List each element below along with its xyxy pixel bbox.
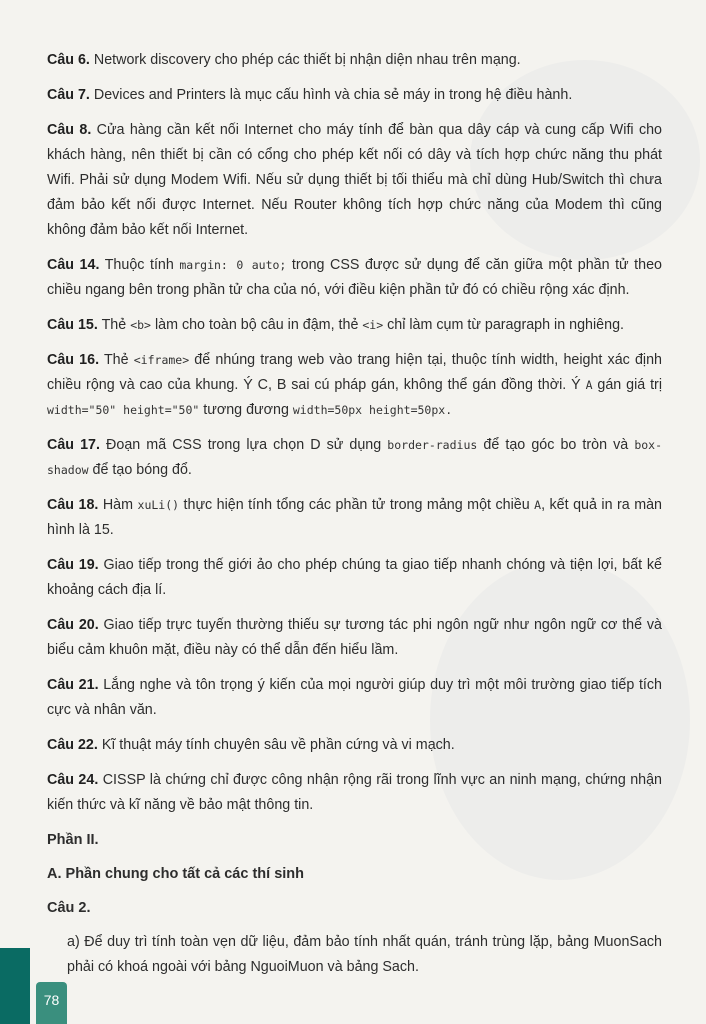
inline-code: A [585,378,593,392]
question-label: Câu 15. [47,317,98,333]
page-number: 78 [43,992,60,1008]
question-label: Câu 8. [47,122,92,138]
answer-cau19 [47,553,662,603]
question-label: Câu 21. [47,677,99,693]
answer-text: để nhúng trang web vào trang hiện tại, thuộc tính width, height xác định chiều rộng và cao của khung. Ý C, B sai cú pháp gán, không thể gán đồng thời. Ý [47,352,662,393]
answer-cau20 [47,613,662,663]
answer-cau14 [47,253,662,303]
question-label: Câu 17. [47,437,100,453]
question-label: Câu 22. [47,737,98,753]
answer-text: , kết quả in ra màn hình là 15. [47,497,663,538]
answer-text: thực hiện tính tổng các phần tử trong mảng một chiều [179,497,535,513]
inline-code: width=50px height=50px. [292,403,453,417]
answer-text: Thẻ [97,317,131,333]
answer-cau7 [47,83,662,108]
question-label: Câu 18. [47,497,99,513]
answer-text: để tạo bóng đổ. [88,462,192,478]
answer-cau16 [47,348,662,423]
question-label: Câu 24. [47,772,99,788]
inline-code: width="50" height="50" [47,403,200,417]
inline-code: <b> [130,318,151,332]
answer-cau21 [47,673,662,723]
answer-cau6 [47,48,662,73]
answer-cau24 [47,768,662,818]
answer-cau17 [47,433,662,483]
question-label: Câu 6. [47,52,90,68]
answer-text: trong CSS được sử dụng để căn giữa một phần tử theo chiều ngang bên trong phần tử cha của nó, với điều kiện phần tử đó có chiều rộng xác định. [47,257,662,298]
question-label: Câu 14. [47,257,100,273]
inline-code: margin: 0 auto; [179,258,287,272]
answer-text: tương đương [199,402,293,418]
question-label: Câu 20. [47,617,99,633]
question-heading: Câu 2. [47,900,91,916]
footer-accent-strip [0,948,30,1024]
question-label: Câu 7. [47,87,90,103]
inline-code: <i> [362,318,384,332]
answer-text: Devices and Printers là mục cấu hình và chia sẻ máy in trong hệ điều hành. [89,87,573,103]
inline-code: <iframe> [133,353,190,367]
answer-a: a) Để duy trì tính toàn vẹn dữ liệu, đảm bảo tính nhất quán, tránh trùng lặp, bảng MuonSach phải có khoá ngoài với bảng NguoiMuon và bảng Sach. [67,934,662,975]
answer-text: Đoạn mã CSS trong lựa chọn D sử dụng [99,437,388,453]
inline-code: box-shadow [47,438,663,477]
section-heading: A. Phần chung cho tất cả các thí sinh [47,866,305,882]
answer-cau18 [47,493,662,543]
answer-text: làm cho toàn bộ câu in đậm, thẻ [150,317,363,333]
inline-code: xuLi() [137,498,180,512]
part-heading: Phần II. [47,832,99,848]
inline-code: A [534,498,542,512]
answer-text: CISSP là chứng chỉ được công nhận rộng rãi trong lĩnh vực an ninh mạng, chứng nhận kiến thức và kĩ năng về bảo mật thông tin. [47,772,662,813]
inline-code: border-radius [387,438,478,452]
answer-text: Network discovery cho phép các thiết bị nhận diện nhau trên mạng. [89,52,521,68]
answer-text: Hàm [98,497,138,513]
page-content [47,48,662,990]
answer-text: Giao tiếp trực tuyến thường thiếu sự tương tác phi ngôn ngữ như ngôn ngữ cơ thể và biểu cảm khuôn mặt, điều này có thể dẫn đến hiểu lầm. [47,617,662,658]
question-label: Câu 16. [47,352,100,368]
answer-text: Thẻ [99,352,134,368]
answer-text: Cửa hàng cần kết nối Internet cho máy tính để bàn qua dây cáp và cung cấp Wifi cho khách hàng, nên thiết bị cần có cổng cho phép kết nối có dây và tích hợp chức năng thu phát Wifi. Phải sử dụng Modem Wifi. Nếu sử dụng thiết bị tối thiểu mà chỉ dùng Hub/Switch thì chưa đảm bảo kết nối được Internet. Nếu Router không tích hợp chức năng của Modem thì cũng không đảm bảo kết nối Internet. [47,122,663,238]
answer-cau8 [47,118,662,243]
answer-text: để tạo góc bo tròn và [477,437,635,453]
answer-text: Lắng nghe và tôn trọng ý kiến của mọi người giúp duy trì một môi trường giao tiếp tích cực và nhân văn. [47,677,662,718]
answer-cau22 [47,733,662,758]
answer-text: chỉ làm cụm từ paragraph in nghiêng. [383,317,624,333]
page-number-badge [36,982,67,1024]
answer-cau15 [47,313,662,338]
question-label: Câu 19. [47,557,99,573]
answer-text: gán giá trị [592,377,662,393]
answer-text: Giao tiếp trong thế giới ảo cho phép chúng ta giao tiếp nhanh chóng và tiện lợi, bất kể khoảng cách địa lí. [47,557,662,598]
answer-text: Thuộc tính [99,257,180,273]
answer-text: Kĩ thuật máy tính chuyên sâu về phần cứng và vi mạch. [97,737,455,753]
answer-list [47,48,662,818]
